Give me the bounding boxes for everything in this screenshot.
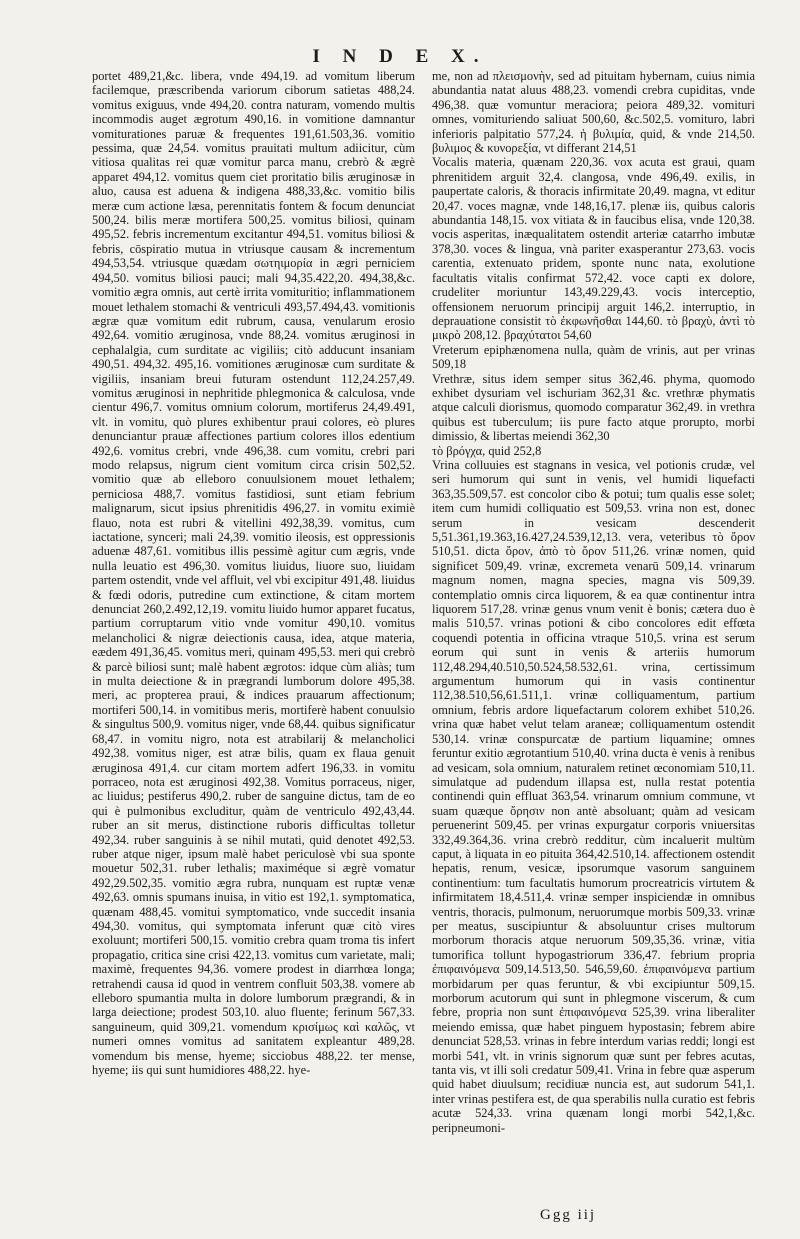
signature-mark: Ggg iij <box>540 1207 597 1223</box>
running-head: I N D E X. <box>312 46 488 67</box>
index-text-left: portet 489,21,&c. libera, vnde 494,19. ad vomitum liberum facilemque, præscribenda variorum ciborum satietas 488,24. vomitus exiguus, vnde 494,20. contra naturam, vomendo multis incommodis auget ægrotum 490,16. in vomitione damnantur vomiturationes paruæ & frequentes 191,61.503,36. vomitio pessima, quæ 24,54. vomitus prauitati multum adiicitur, cùm vitiosa qualitas rei quæ vomitur parca manu, crebrò & ægrè apparet 494,12. vomitus quem ciet proritatio bilis æruginosæ in aluo, causa est aduena & indigena 488,33,&c. vomitio bilis meræ cum actione læsa, perennitatis fontem & focum denunciat 500,24. bilis meræ mortifera 500,25. vomitus biliosi, quinam 495,52. febris incrementum excitantur 494,51. vomitus biliosi & febris, cōspiratio mutua in vtriusque causam & incrementum 494,53,54. vtriusque quædam σωτηιμορία in ægri perniciem 494,50. vomitus biliosi pauci; mali 94,35.422,20. 494,38,&c. vomitio ægra omnis, aut certè irrita vomituritio; inflammationem mouet lethalem stomachi & ventriculi 493,57.494,43. vomitionis ægræ quæ vomitum edit rubrum, causa, venularum erosio 492,64. vomitio æruginosa, vnde 88,24. vomitus æruginosi in cephalalgia, cum surditate ac vigiliis; citò adducunt insaniam 490,51. 494,32. 495,16. vomitiones æruginosæ cum surditate & vigiliis, insaniam breui futuram ostendunt 112,24.257,49. vomitus æruginosi in nephritide phlegmonica & calculosa, vnde cientur 496,7. vomitus omnium colorum, mortiferus 24,49.491, vlt. in vomitu, quò plures exhibentur praui colores, eò plures denunciantur prauæ affectiones partium colores illos edentium 492,6. vomitus crebri, vnde 496,38. cum vomitu, crebri pari modo relapsus, nigrum cient vomitum circa crisin 502,52. vomitio quæ ab elleboro conuulsionem mouet lethalem; perniciosa 488,7. vomitus fastidiosi, sunt etiam febrium malignarum, sicut ipsius phrenitidis 496,27. in vomitu eximiè flauo, nota est rubri & vitellini 492,38,39. vomitus, cum iactatione, synceri; mali 24,39. vomitio ileosis, est oppressionis aduenæ 487,61. vomitibus illis pessimè agitur cum ægris, vnde nulla leuatio est 496,30. vomitus liuidus, liuore suo, liuidam partem ostendit, vnde vel affluit, vel vbi excipitur 491,48. liuidus & fœdi odoris, putredine cum extinctione, & citam mortem denunciat 260,2.492,12,19. vomitu liuido humor apparet fucatus, partium corruptarum vitio vnde vomitur 490,10. vomitus melancholici & nigræ deiectionis causa, idea, atque materia, eædem 491,36,45. vomitus meri, quinam 495,53. meri qui crebrò & parcè biliosi sunt; malè habent ægrotos: idque cùm aliàs; tum in multa deiectione & in prægrandi lumborum dolore 495,38. meri, ac propterea praui, & indices prauarum affectionum; mortiferi 500,14. in vomitibus meris, mortiferè habent conuulsio & singultus 500,9. vomitus niger, vnde 68,44. quibus significatur 68,47. in vomitu nigro, nota est atrabilarij & melancholici 492,38. vomitus niger, est atræ bilis, quam ex flaua genuit æruginosa 491,4. cur citam mortem adfert 196,33. in vomitu porraceo, nota est æruginosi 492,38. Vomitus porraceus, niger, ac liuidus; pestiferus 490,2. ruber de sanguine dictus, tam de eo qui è pulmonibus excluditur, quàm de ventriculo 492,43,44. ruber an sit merus, distinctione ruboris difficultas tolletur 492,34. ruber sanguinis à se nihil mutati, quid denotet 492,53. ruber atque niger, ipsum malè habet periculosè vbi sua sponte mouetur 502,31. ruber lethalis; maximéque si ægrè vomatur 492,29.502,35. vomitio ægra rubra, nunquam est ruptæ venæ 492,63. omnis spumans inuisa, in vitio est 192,1. symptomatica, quænam 488,45. vomitui symptomatico, vnde succedit insania 494,30. vomitus, qui symptomata inferunt quæ citò vires exoluunt; mortiferi 500,15. vomitio crebra quam troma tis infert propagatio, critica sine crisi 422,13. vomitus cum varietate, mali; maximè, frequentes 94,36. vomere prodest in diarrhœa longa; retrahendi causa id quod in ventrem confluit 503,38. vomere ab elleboro spumantia multa in dolore lumborum prægrandi, & in larga deiectione; prodest 503,10. aluo fluente; ferinum 567,33. sanguineum, quid 309,21. vomendum κρισίμως καὶ καλῶς, vt numeri omnes vomitus ad sanitatem expleantur 489,28. vomendum bis mense, hyeme; sicciobus 488,22. ter mense, hyeme; iis qui sunt humidiores 488,22. hye- <box>92 69 419 1078</box>
index-column-left <box>92 69 419 1199</box>
index-column-right <box>432 69 755 1199</box>
index-text-right: me, non ad πλεισμονὴν, sed ad pituitam hybernam, cuius nimia abundantia natat aluus 488,23. vomendi crebra cupiditas, vnde 496,38. quæ vomuntur meraciora; peiora 489,32. vomituri omnes, vomituriendo saliuat 500,60, &c.502,5. vomituro, labri inferioris palpitatio 577,24. ἡ βυλιμία, quid, & vnde 214,50. βυλιμος & κυνορεξία, vt differant 214,51 Vocalis materia, quænam 220,36. vox acuta est graui, quam phrenitidem arguit 32,4. clangosa, vnde 496,49. exilis, in paupertate caloris, & thoracis infirmitate 20,49. magna, vt editur 20,47. voces magnæ, vnde 148,16,17. plenæ iis, quibus caloris abundantia 148,15. vox vitiata & in faucibus elisa, vnde 120,38. vocis asperitas, inæqualitatem ostendit arteriæ catarrho imbutæ 378,30. voces & lingua, vnà pariter exasperantur 273,63. vocis carentia, extenuato pridem, sponte nunc nata, exolutione facultatis vitalis confirmat 572,42. voce capti ex dolore, crudeliter moriuntur 143,49.229,43. vocis interceptio, offensionem neruorum principij arguit 146,2. interruptio, in deprauatione consistit τὸ ἐκφωνῆσθαι 144,60. τὸ βραχὺ, ἀντὶ τὸ μικρὸ 208,12. βραχύτατοι 54,60 Vreterum epiphænomena nulla, quàm de vrinis, aut per vrinas 509,18 Vrethræ, situs idem semper situs 362,46. phyma, quomodo exhibet dysuriam vel ischuriam 362,31 &c. vrethræ phymatis atque calculi diorismus, quomodo comparatur 362,49. in vrethra quibus est tuberculum; iis pure facto atque prorupto, morbi dimissio, & libertas meiendi 362,30 τὸ βρόγχα, quid 252,8 Vrina colluuies est stagnans in vesica, vel potionis crudæ, vel seri humorum qui sunt in venis, vel humidi liquefacti 363,35.509,57. est concolor cibo & potui; tum qualis esse solet; item cum humidi colliquatio est 509,53. vrina non est, donec serum in vesicam descenderit 5,51.361,19.363,16.427,24.539,12,13. vera, veteribus τὸ ὄρον 510,51. dicta ὄρον, ἀπὸ τὸ ὄρον 511,26. vrinæ nomen, quid significet 509,49. vrinæ, excremeta venarū 509,14. vrinarum magnum nomen, magna species, magna vis 509,39. contemplatio omnis circa liquorem, & ea quæ continentur intra liquorem 517,28. vrinæ genus vnum venit è bonis; cætera duo è malis 510,57. vrinas potioni & cibo concolores edit effœta coquendi potentia in officina vtraque 510,5. vrina est serum eorum qui sunt in venis & arteriis humorum 112,48.294,40.510,50.524,58.532,61. vrina, certissimum argumentum humorum qui in vasis continentur 112,38.510,56,61.511,1. vrinæ colliquamentum, partium omnium, febris ardore liquefactarum colorem exhibet 510,26. vrina quæ habet velut telam araneæ; colliquamentum ostendit 530,14. vrinæ conspurcatæ de partium liquamine; omnes feruntur exitio ægrotantium 510,40. vrina ducta è venis à renibus ad vesicam, sola omnium, naturalem retinet œconomiam 510,11. simulatque ad pudendum illapsa est, nulla restat potentia continendi quin effluat 363,54. vrinarum omnium commune, vt suam quæque ὄρησιν non antè absoluant; quàm ad vesicam peruenerint 509,45. per vrinas expurgatur corporis vniuersitas 332,49.364,36. vrina crebrò redditur, cùm incaluerit multùm caput, à liquata in eo pituita 364,42.510,14. affectionem ostendit hepatis, renum, vesicæ, ipsorumque vasorum sanguinem continentium: tum facultatis humorum procreatricis virtutem & infirmitatem 18,4.511,4. vrinæ semper inspiciendæ in omnibus ventris, thoracis, pulmonum, neruorumque morbis 509,33. vrinæ per meatus, suscipiuntur & absoluuntur crises multorum morborum thoracis atque neruorum 509,35,36. vrinæ, vitia tumorifica tollunt hypogastriorum 336,47. febrium propria ἐπιφαινόμενα 509,14.513,50. 546,59,60. ἐπιφαινόμενα partium morbidarum per quas feruntur, & vbi excipiuntur 509,15. morborum acutorum qui sunt in phlegmone viscerum, & cum febre, propria non sunt ἐπιφαινόμενα 525,39. vrina liberaliter meiendo emissa, quæ habet pinguem hypostasin; febrem abire denunciat 528,53. vrinas in febre interdum varias reddi; longi est morbi 541, vlt. in vrinis signorum quæ sunt per febres acutas, tanta vis, vt illi soli credatur 509,41. Vrina in febre quæ asperum quid habet diuulsum; recidiuæ nuncia est, aut sudorum 541,1. inter vrinas pestifera est, de qua sperabilis nulla curatio est febris acutæ 524,33. vrina quænam longi morbi 542,1,&c. peripneumoni- <box>432 69 755 1135</box>
